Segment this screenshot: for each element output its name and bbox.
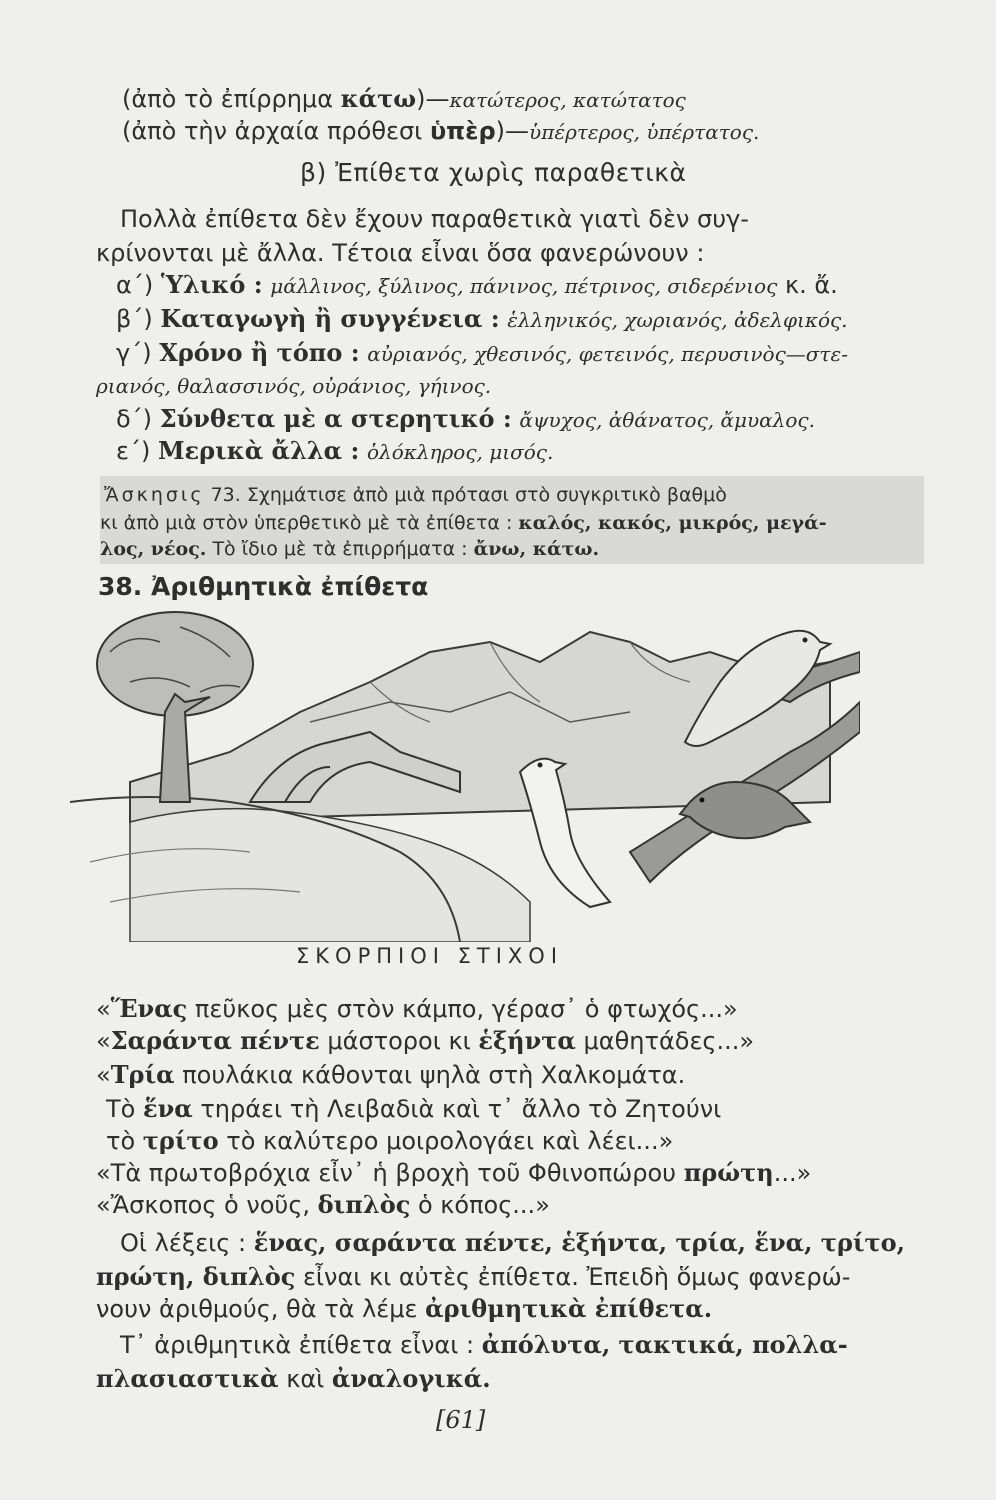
subsection-heading: β) Ἐπίθετα χωρὶς παραθετικὰ	[300, 158, 687, 187]
poem-title: ΣΚΟΡΠΙΟΙ ΣΤΙΧΟΙ	[296, 944, 564, 968]
comparative-line-1: (ἀπὸ τὸ ἐπίρρημα κάτω)—κατώτερος, κατώτατος	[122, 84, 686, 113]
exercise-line: λος, νέος. Τὸ ἴδιο μὲ τὰ ἐπιρρήματα : ἄνω, κάτω.	[100, 538, 600, 560]
poem-line: τὸ τρίτο τὸ καλύτερο μοιρολογάει καὶ λέει...»	[106, 1126, 674, 1155]
comparative-line-2: (ἀπὸ τὴν ἀρχαία πρόθεσι ὑπὲρ)—ὑπέρτερος, ὑπέρτατος.	[122, 117, 760, 145]
exercise-box	[100, 476, 924, 564]
exercise-line: κι ἀπὸ μιὰ στὸν ὑπερθετικὸ μὲ τὰ ἐπίθετα : καλός, κακός, μικρός, μεγά-	[100, 512, 827, 534]
paragraph-line: Πολλὰ ἐπίθετα δὲν ἔχουν παραθετικὰ γιατὶ δὲν συγ-	[120, 205, 749, 233]
paragraph-line: Οἱ λέξεις : ἕνας, σαράντα πέντε, ἑξήντα, τρία, ἕνα, τρίτο,	[120, 1228, 906, 1257]
paragraph-line: Τ᾽ ἀριθμητικὰ ἐπίθετα εἶναι : ἀπόλυτα, τακτικά, πολλα-	[120, 1330, 848, 1359]
poem-line: Τὸ ἕνα τηράει τὴ Λειβαδιὰ καὶ τ᾽ ἄλλο τὸ Ζητούνι	[106, 1094, 722, 1123]
poem-line: «Ἄσκοπος ὁ νοῦς, διπλὸς ὁ κόπος...»	[96, 1190, 550, 1219]
poem-line: «Τρία πουλάκια κάθονται ψηλὰ στὴ Χαλκομάτα.	[96, 1060, 686, 1089]
list-item-time-place: γ΄) Χρόνο ἢ τόπο : αὐριανός, χθεσινός, φετεινός, περυσινὸς—στε-	[116, 338, 848, 367]
exercise-line: Ἄσκησις 73. Σχημάτισε ἀπὸ μιὰ πρότασι στὸ συγκριτικὸ βαθμὸ	[104, 484, 727, 506]
paragraph-line: νουν ἀριθμούς, θὰ τὰ λέμε ἀριθμητικὰ ἐπίθετα.	[96, 1294, 713, 1323]
paragraph-line: πρώτη, διπλὸς εἶναι κι αὐτὲς ἐπίθετα. Ἐπειδὴ ὅμως φανερώ-	[96, 1262, 851, 1291]
list-item-other: ε΄) Μερικὰ ἄλλα : ὁλόκληρος, μισός.	[116, 436, 554, 465]
poem-line: «Ἕνας πεῦκος μὲς στὸν κάμπο, γέρασ᾽ ὁ φτωχός...»	[96, 994, 738, 1023]
poem-line: «Σαράντα πέντε μάστοροι κι ἑξήντα μαθητάδες...»	[96, 1026, 755, 1055]
list-item-continuation: ριανός, θαλασσινός, οὐράνιος, γήινος.	[96, 374, 492, 398]
list-item-origin: β΄) Καταγωγὴ ἢ συγγένεια : ἑλληνικός, χωριανός, ἀδελφικός.	[116, 304, 848, 333]
list-item-material: α΄) Ὑλικό : μάλλινος, ξύλινος, πάνινος, πέτρινος, σιδερένιος κ. ἄ.	[116, 270, 838, 299]
paragraph-line: κρίνονται μὲ ἄλλα. Τέτοια εἶναι ὅσα φανερώνουν :	[96, 239, 705, 267]
page-number: [61]	[436, 1406, 486, 1434]
landscape-illustration	[70, 602, 860, 942]
list-item-compound: δ΄) Σύνθετα μὲ α στερητικό : ἄψυχος, ἀθάνατος, ἄμυαλος.	[116, 404, 815, 433]
paragraph-line: πλασιαστικὰ καὶ ἀναλογικά.	[96, 1364, 491, 1393]
section-heading: 38. Ἀριθμητικὰ ἐπίθετα	[98, 572, 429, 601]
poem-line: «Τὰ πρωτοβρόχια εἶν᾽ ἡ βροχὴ τοῦ Φθινοπώρου πρώτη...»	[96, 1158, 812, 1187]
